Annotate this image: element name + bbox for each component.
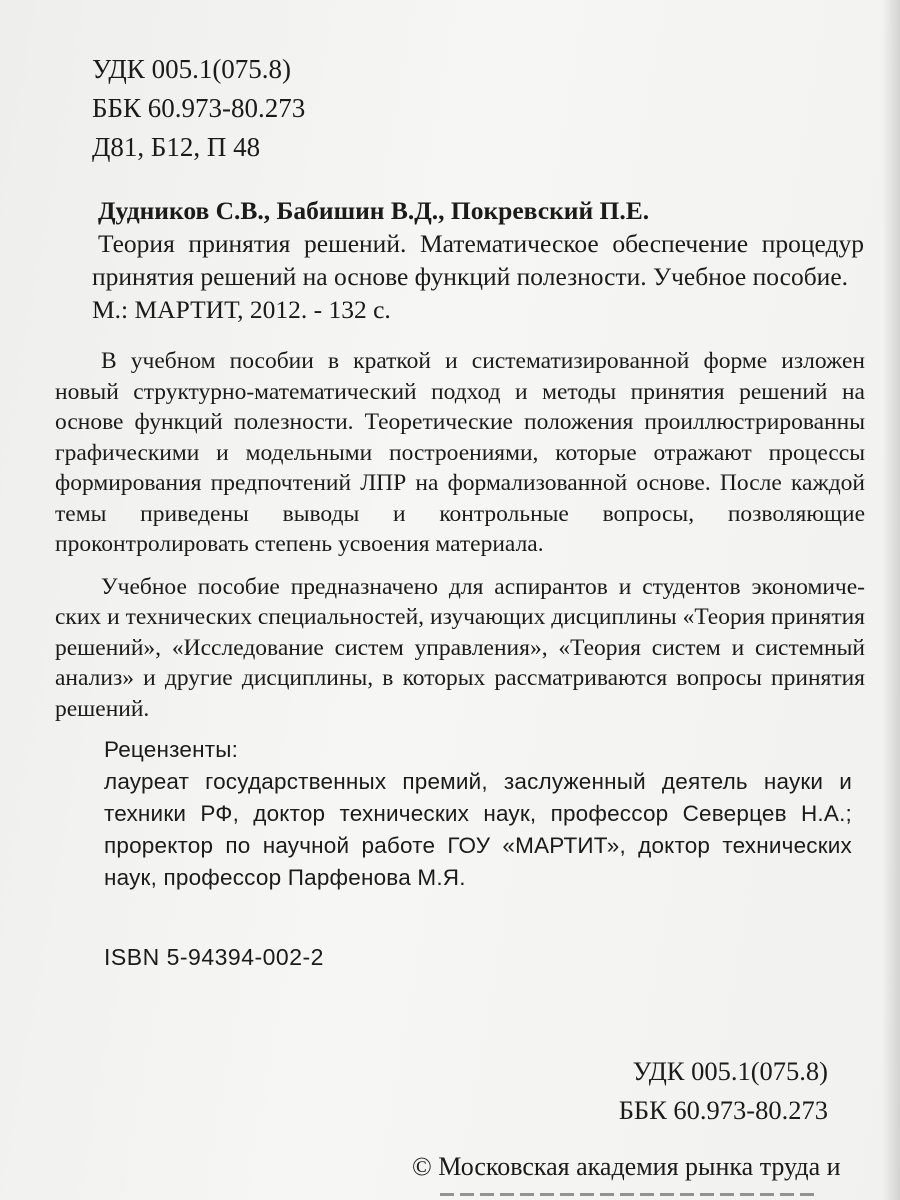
footer-udk-code: УДК 005.1(075.8) bbox=[632, 1056, 828, 1086]
book-title: Теория принятия решений. Математическое обеспечение процедур принятия решений на основе функций полезности. Учебное пособие. bbox=[92, 229, 864, 291]
author-marks: Д81, Б12, П 48 bbox=[92, 132, 261, 162]
annotation-paragraph: Учебное пособие предназначено для аспирантов и студентов экономических и технических специальностей, изучающих дисциплины «Теория принятия решений», «Исследование систем управления», «Теория систем и системный анализ» и другие дисциплины, в которых рассматриваются вопросы принятия решений. bbox=[55, 573, 865, 722]
annotation-paragraph: В учебном пособии в краткой и систематизированной форме изложен новый структурно-математический подход и методы принятия решений на основе функций полезности. Теоретические положения проиллюстрированны графическими и модельными построениями, которые отражают процессы формирования предпочтений ЛПР на формализованной основе. После каждой темы приведены выводы и контрольные вопросы, позволяющие проконтролировать степень усвоения материала. bbox=[55, 348, 865, 557]
page-edge-shadow bbox=[882, 0, 900, 1200]
footer-bbk-code: ББК 60.973-80.273 bbox=[618, 1095, 828, 1125]
publication-info: М.: МАРТИТ, 2012. - 132 с. bbox=[92, 295, 391, 324]
footer-classification-codes bbox=[619, 1052, 828, 1130]
classification-codes bbox=[92, 50, 305, 167]
authors: Дудников С.В., Бабишин В.Д., Покревский П.Е. bbox=[98, 196, 650, 225]
annotation bbox=[55, 346, 865, 736]
copyright-line: © Московская академия рынка труда и bbox=[412, 1152, 841, 1181]
udk-code: УДК 005.1(075.8) bbox=[92, 54, 292, 84]
bibliographic-record bbox=[92, 194, 864, 326]
reviewers-block bbox=[104, 734, 852, 894]
cropped-text-line bbox=[440, 1188, 840, 1200]
reviewers-text: лауреат государственных премий, заслуженный деятель науки и техники РФ, доктор технических наук, профессор Северцев Н.А.; проректор по научной работе ГОУ «МАРТИТ», доктор технических наук, профессор Парфенова М.Я. bbox=[104, 769, 852, 890]
isbn: ISBN 5-94394-002-2 bbox=[104, 944, 324, 970]
reviewers-heading: Рецензенты: bbox=[104, 737, 239, 762]
bbk-code: ББК 60.973-80.273 bbox=[92, 93, 306, 123]
